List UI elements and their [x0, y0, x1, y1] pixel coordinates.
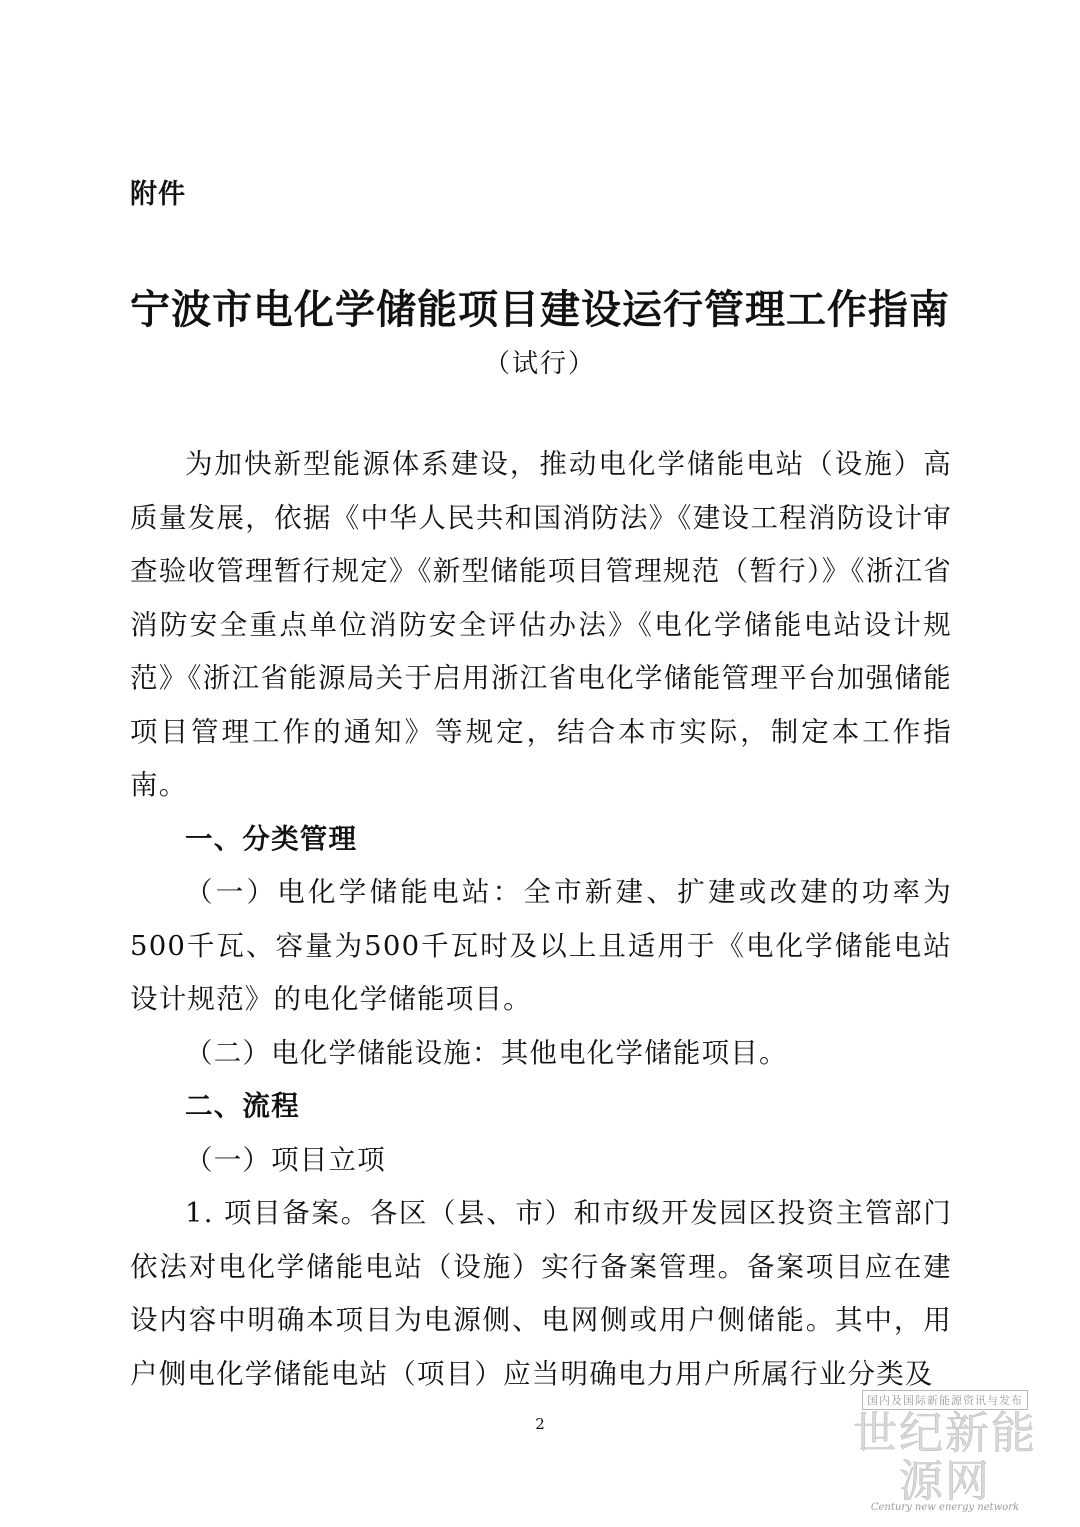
document-subtitle: （试行）	[483, 349, 596, 379]
watermark-name: 世纪新能源网	[853, 1408, 1037, 1507]
section-heading-classification: 一、分类管理	[185, 822, 358, 855]
paragraph-storage-facility: （二）电化学储能设施：其他电化学储能项目。	[185, 1036, 788, 1069]
paragraph-project-filing: 1. 项目备案。各区（县、市）和市级开发园区投资主管部门依法对电化学储能电站（设施）实行备案管理。备案项目应在建设内容中明确本项目为电源侧、电网侧或用户侧储能。其中，用户侧电化学储能电站（项目）应当明确电力用户所属行业分类及	[130, 1197, 952, 1390]
watermark-tagline: 国内及国际新能源资讯与发布	[862, 1390, 1028, 1410]
section-heading-process: 二、流程	[185, 1090, 300, 1122]
document-body	[130, 438, 952, 1401]
attachment-label: 附件	[130, 179, 186, 210]
watermark-logo	[840, 1389, 1050, 1513]
intro-paragraph: 为加快新型能源体系建设，推动电化学储能电站（设施）高质量发展，依据《中华人民共和国消防法》《建设工程消防设计审查验收管理暂行规定》《新型储能项目管理规范（暂行）》《浙江省消防安全重点单位消防安全评估办法》《电化学储能电站设计规范》《浙江省能源局关于启用浙江省电化学储能管理平台加强储能项目管理工作的通知》等规定，结合本市实际，制定本工作指南。	[130, 448, 952, 801]
page-number: 2	[535, 1415, 545, 1433]
watermark-english: Century new energy network	[870, 1502, 1020, 1513]
subsection-heading-project-approval: （一）项目立项	[185, 1143, 386, 1176]
document-title: 宁波市电化学储能项目建设运行管理工作指南	[130, 286, 950, 333]
paragraph-storage-station: （一）电化学储能电站：全市新建、扩建或改建的功率为500千瓦、容量为500千瓦时及以上且适用于《电化学储能电站设计规范》的电化学储能项目。	[130, 876, 952, 1015]
